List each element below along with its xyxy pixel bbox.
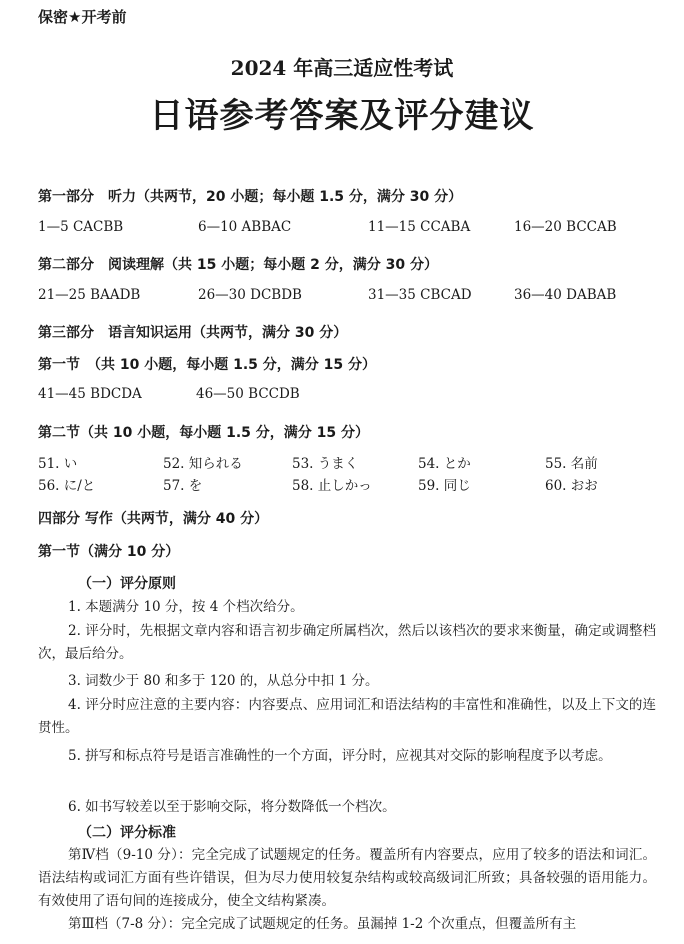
answer-group: 36—40 DABAB [514, 287, 617, 303]
answer-group: 6—10 ABBAC [198, 219, 292, 235]
part3-heading: 第三部分 语言知识运用（共两节，满分 30 分） [38, 325, 348, 341]
answer-item: 53. うまく [292, 456, 359, 472]
principle-item: 4. 评分时应注意的主要内容：内容要点、应用词汇和语法结构的丰富性和准确性，以及上下文的连贯性。 [38, 697, 656, 736]
answer-group: 1—5 CACBB [38, 219, 124, 235]
part4-section1-heading: 第一节（满分 10 分） [38, 544, 180, 560]
answer-item: 52. 知られる [163, 456, 243, 472]
part3-section1-heading: 第一节 （共 10 小题，每小题 1.5 分，满分 15 分） [38, 357, 377, 373]
answer-group: 11—15 CCABA [368, 219, 471, 235]
answer-group: 41—45 BDCDA [38, 386, 142, 402]
answer-item: 51. い [38, 456, 78, 472]
part3-section2-heading: 第二节（共 10 小题，每小题 1.5 分，满分 15 分） [38, 425, 370, 441]
part4-heading: 四部分 写作（共两节，满分 40 分） [38, 511, 269, 527]
answer-item: 58. 止しかっ [292, 478, 372, 494]
answer-item: 59. 同じ [418, 478, 471, 494]
exam-title: 2024 年高三适应性考试 [230, 56, 454, 80]
answer-item: 55. 名前 [545, 456, 598, 472]
principle-item: 5. 拼写和标点符号是语言准确性的一个方面，评分时，应视其对交际的影响程度予以考虑。 [68, 748, 612, 764]
confidential-label: 保密★开考前 [38, 8, 127, 26]
standards-heading: （二）评分标准 [78, 825, 176, 841]
standard-item: 第Ⅲ档（7-8 分）：完全完成了试题规定的任务。虽漏掉 1-2 个次重点，但覆盖所有主 [68, 916, 577, 932]
answer-group: 46—50 BCCDB [196, 386, 300, 402]
part1-heading: 第一部分 听力（共两节，20 小题；每小题 1.5 分，满分 30 分） [38, 189, 463, 205]
answer-group: 31—35 CBCAD [368, 287, 472, 303]
part2-heading: 第二部分 阅读理解（共 15 小题；每小题 2 分，满分 30 分） [38, 257, 438, 273]
answer-item: 57. を [163, 478, 203, 494]
answer-item: 56. に/と [38, 478, 96, 494]
standard-item: 第Ⅳ档（9-10 分）：完全完成了试题规定的任务。覆盖所有内容要点，应用了较多的语法和词汇。语法结构或词汇方面有些许错误，但为尽力使用较复杂结构或较高级词汇所致；具备较强的语用能力。有效使用了语句间的连接成分，使全文结构紧凑。 [38, 847, 656, 909]
answer-item: 54. とか [418, 456, 471, 472]
answer-item: 60. おお [545, 478, 598, 494]
answer-group: 26—30 DCBDB [198, 287, 302, 303]
principle-item: 3. 词数少于 80 和多于 120 的，从总分中扣 1 分。 [68, 673, 379, 689]
answer-group: 21—25 BAADB [38, 287, 141, 303]
principles-heading: （一）评分原则 [78, 576, 176, 592]
principle-item: 1. 本题满分 10 分，按 4 个档次给分。 [68, 599, 304, 615]
answer-group: 16—20 BCCAB [514, 219, 617, 235]
principle-item: 6. 如书写较差以至于影响交际，将分数降低一个档次。 [68, 799, 396, 815]
document-title: 日语参考答案及评分建议 [149, 96, 535, 136]
principle-item: 2. 评分时，先根据文章内容和语言初步确定所属档次，然后以该档次的要求来衡量，确定或调整档次，最后给分。 [38, 623, 656, 662]
